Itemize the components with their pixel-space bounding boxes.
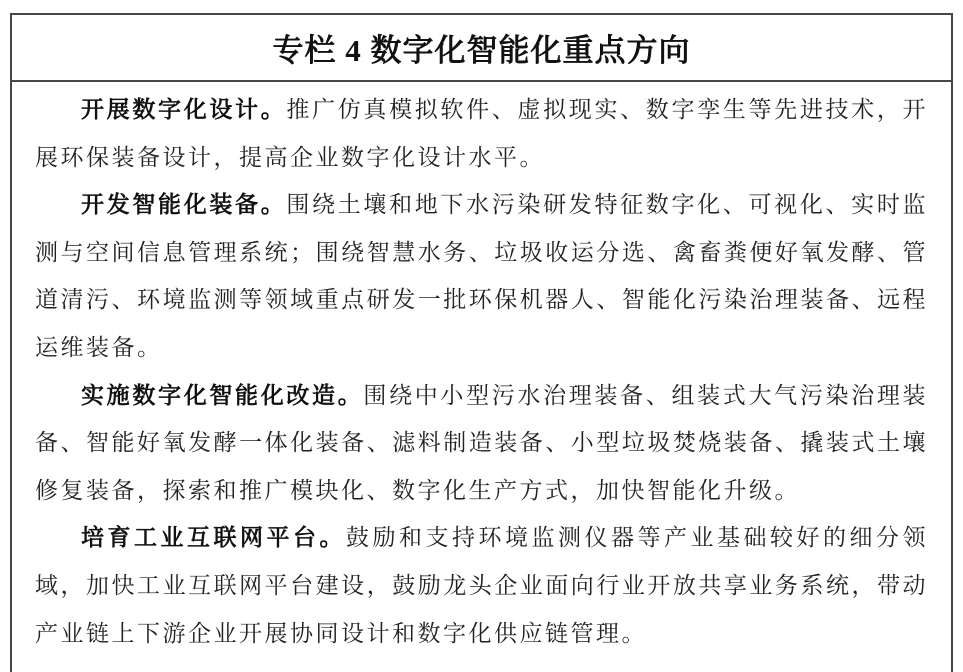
column-box-title: 专栏 4 数字化智能化重点方向 — [12, 15, 951, 82]
paragraph-intelligent-equipment-text: 围绕土壤和地下水污染研发特征数字化、可视化、实时监测与空间信息管理系统；围绕智慧水务、垃圾收运分选、禽畜粪便好氧发酵、管道清污、环境监测等领域重点研发一批环保机器人、智能化污染治理装备、远程运维装备。 — [35, 192, 928, 360]
paragraph-industrial-internet-text: 鼓励和支持环境监测仪器等产业基础较好的细分领域，加快工业互联网平台建设，鼓励龙头企业面向行业开放共享业务系统，带动产业链上下游企业开展协同设计和数字化供应链管理。 — [35, 525, 928, 646]
paragraph-digital-design-text: 推广仿真模拟软件、虚拟现实、数字孪生等先进技术，开展环保装备设计，提高企业数字化设计水平。 — [35, 97, 928, 170]
paragraph-intelligent-equipment — [35, 181, 928, 371]
paragraph-digital-retrofit-text: 围绕中小型污水治理装备、组装式大气污染治理装备、智能好氧发酵一体化装备、滤料制造装备、小型垃圾焚烧装备、撬装式土壤修复装备，探索和推广模块化、数字化生产方式，加快智能化升级。 — [35, 382, 928, 503]
paragraph-industrial-internet-lead: 培育工业互联网平台。 — [81, 525, 346, 551]
paragraph-digital-design-lead: 开展数字化设计。 — [81, 97, 287, 122]
paragraph-industrial-internet — [35, 514, 928, 657]
paragraph-digital-retrofit — [35, 372, 928, 515]
column-box-body — [12, 82, 951, 657]
paragraph-digital-design — [35, 86, 928, 181]
paragraph-digital-retrofit-lead: 实施数字化智能化改造。 — [81, 382, 364, 408]
column-box — [10, 13, 953, 672]
paragraph-intelligent-equipment-lead: 开发智能化装备。 — [81, 192, 287, 218]
